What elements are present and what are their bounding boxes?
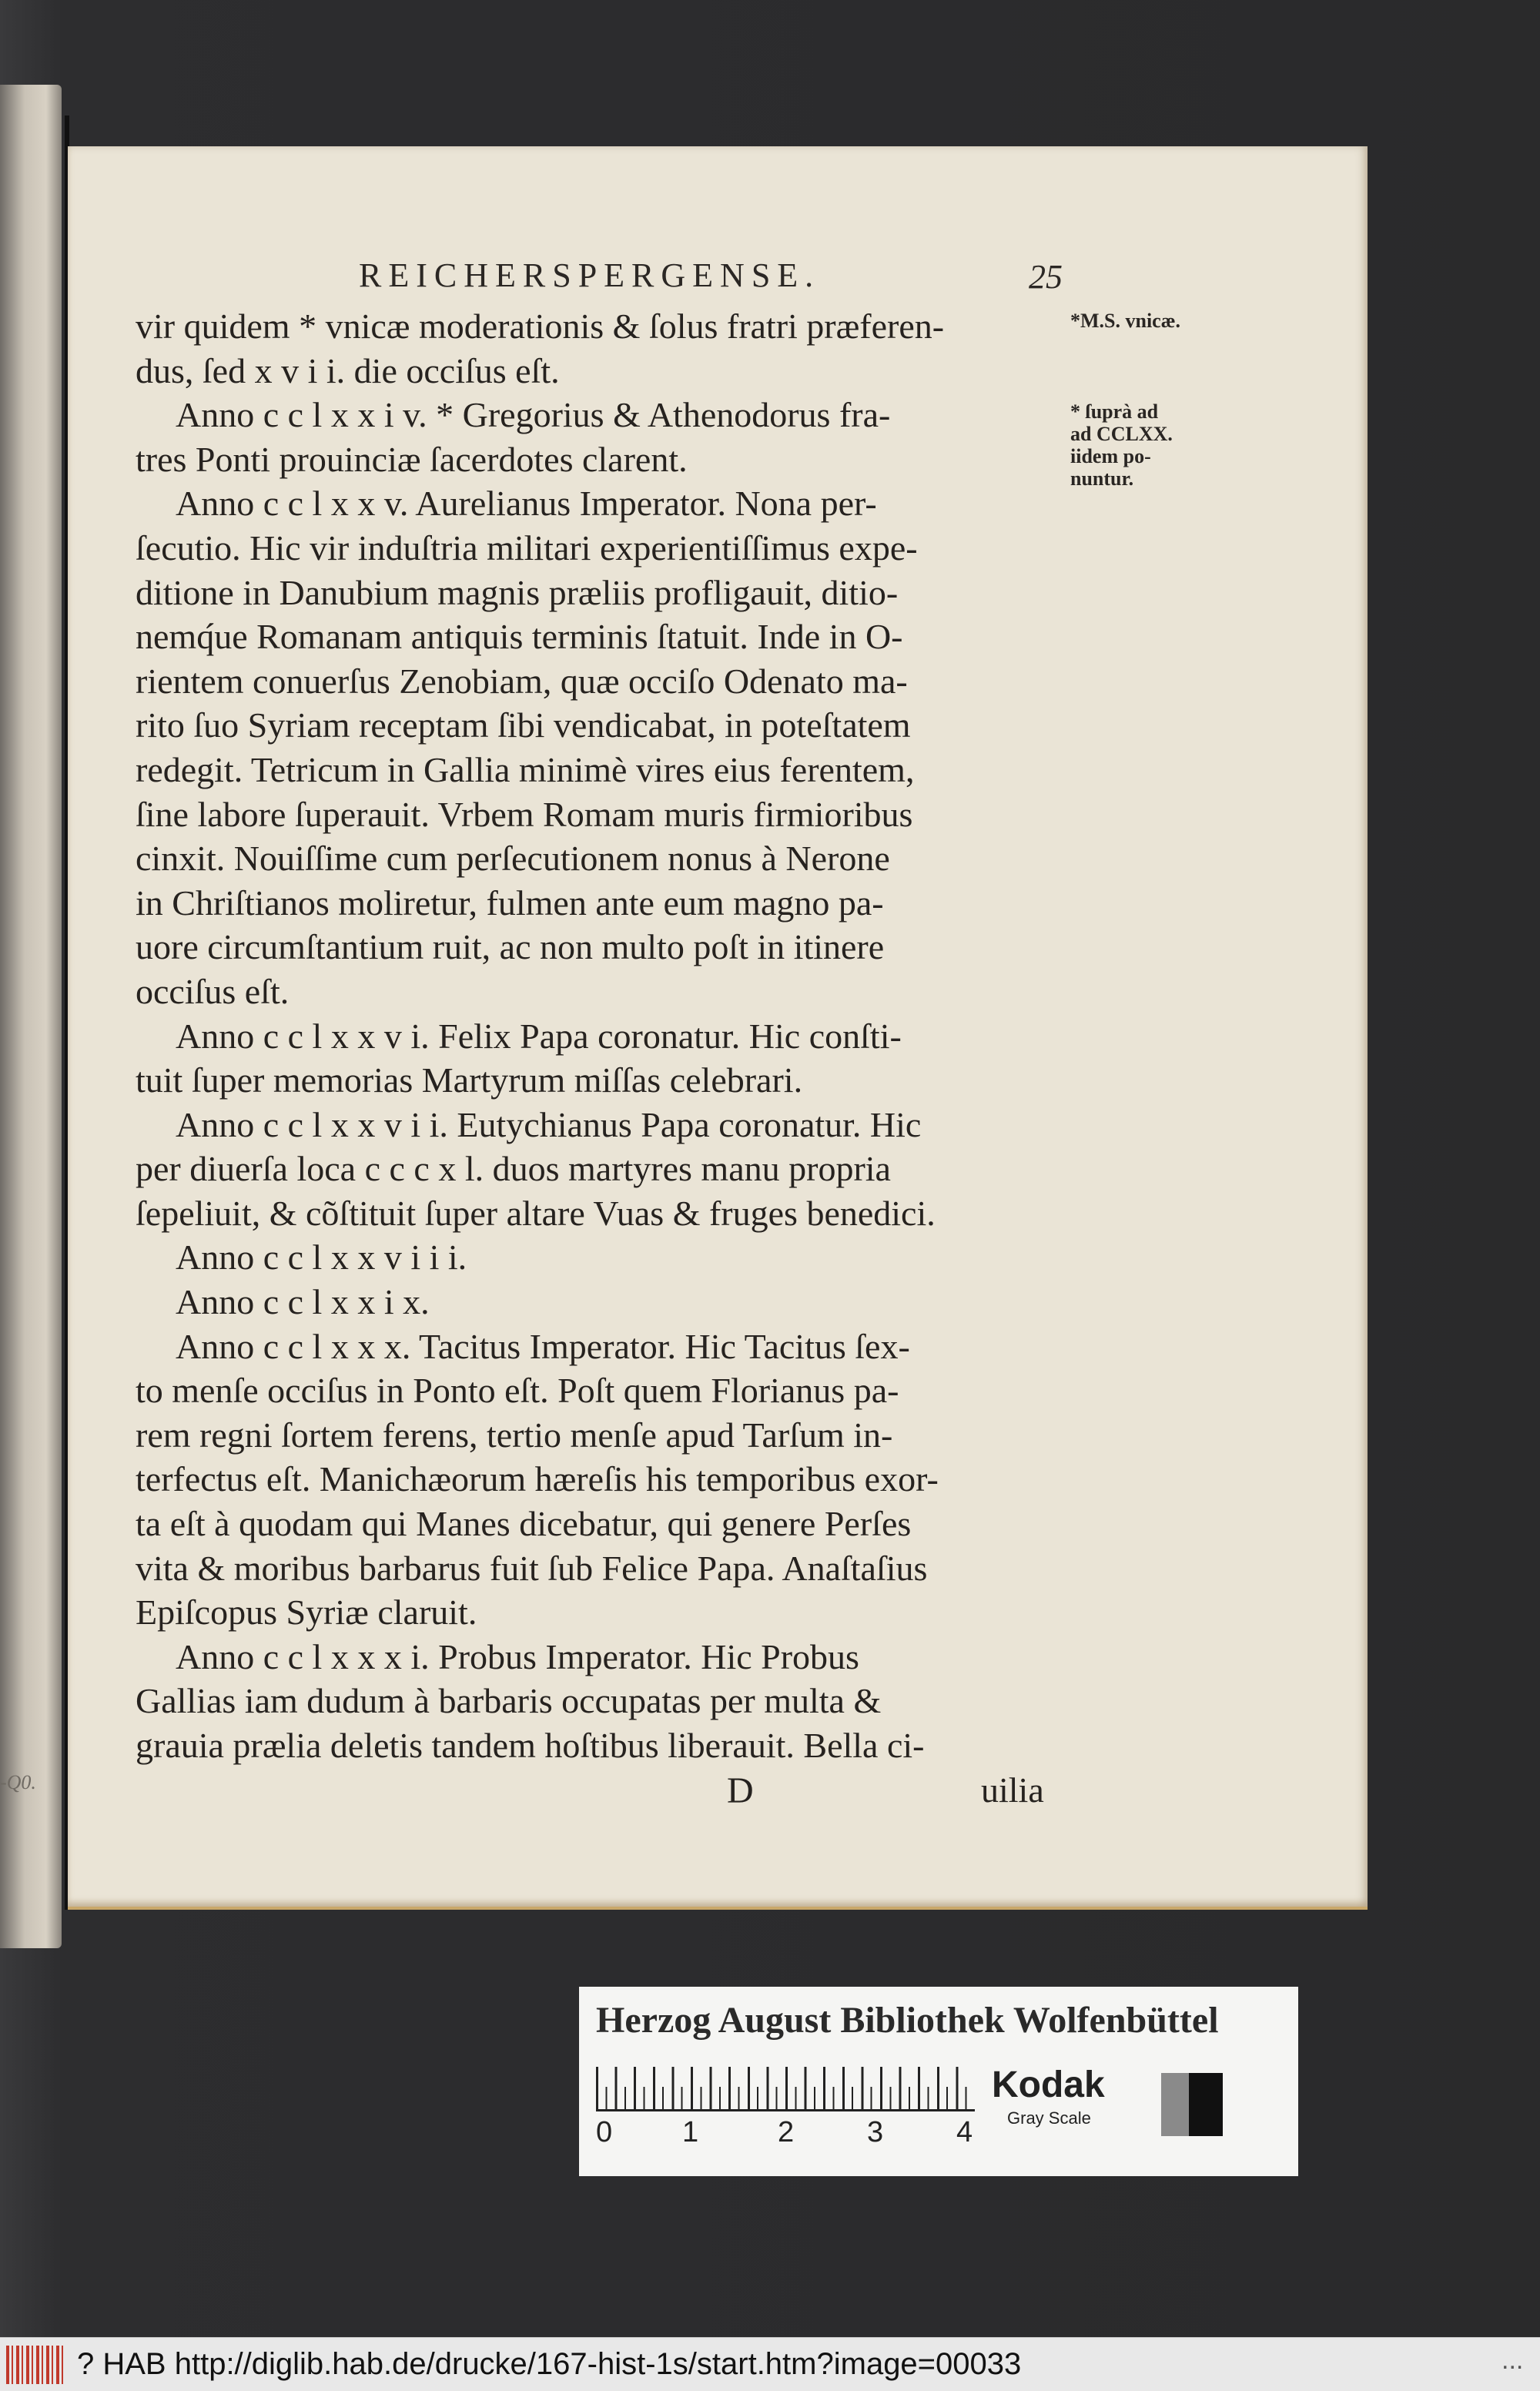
text-line: Anno c c l x x v i i. Eutychianus Papa coronatur. Hic (176, 1104, 922, 1144)
text-line: Epiſcopus Syriæ claruit. (136, 1592, 477, 1633)
margin-note: iidem po- (1070, 445, 1151, 467)
text-line: Gallias iam dudum à barbaris occupatas per multa & (136, 1681, 882, 1721)
text-line: ſine labore ſuperauit. Vrbem Romam muris firmioribus (136, 794, 913, 834)
text-line: nemq́ue Romanam antiquis terminis ſtatuit. Inde in O- (136, 617, 903, 657)
text-line: Anno c c l x x i v. * Gregorius & Athenodorus fra- (176, 395, 891, 435)
ruler-number: 4 (956, 2116, 973, 2148)
kodak-logo: Kodak (992, 2064, 1105, 2105)
text-line: vita & moribus barbarus fuit ſub Felice Papa. Anaſtaſius (136, 1548, 928, 1588)
text-line: Anno c c l x x v i. Felix Papa coronatur. Hic conſti- (176, 1016, 902, 1056)
signature-mark: D (727, 1770, 754, 1811)
text-line: grauia prælia deletis tandem hoſtibus liberauit. Bella ci- (136, 1726, 925, 1765)
text-line: per diuerſa loca c c c x l. duos martyres manu propria (136, 1149, 891, 1189)
left-page-edge (0, 85, 62, 1948)
margin-note: * ſuprà ad (1070, 400, 1159, 423)
text-line: to menſe occiſus in Ponto eſt. Poſt quem Florianus pa- (136, 1371, 899, 1411)
text-line: rientem conuerſus Zenobiam, quæ occiſo Odenato ma- (136, 661, 908, 701)
text-line: Anno c c l x x v i i i. (176, 1237, 467, 1278)
margin-note: nuntur. (1070, 467, 1134, 490)
page-content (68, 146, 1368, 1907)
ruler-number: 0 (596, 2116, 613, 2148)
text-line: tres Ponti prouinciæ ſacerdotes clarent. (136, 439, 688, 479)
text-line: Anno c c l x x x. Tacitus Imperator. Hic Tacitus ſex- (176, 1326, 910, 1366)
text-line: rito ſuo Syriam receptam ſibi vendicabat, in poteſtatem (136, 705, 911, 745)
ruler-number: 2 (778, 2116, 795, 2148)
margin-note: ad CCLXX. (1070, 423, 1173, 445)
ruler-number: 3 (867, 2116, 884, 2148)
text-line: cinxit. Nouiſſime cum perſecutionem nonus à Nerone (136, 839, 890, 879)
bleed-through-text: -Q0. (0, 1771, 36, 1793)
gray-scale-label: Gray Scale (1007, 2108, 1091, 2128)
color-calibration-card (579, 1987, 1298, 2176)
body-text (136, 304, 1137, 1768)
scale-ruler (596, 2067, 975, 2111)
ruler-numbers (596, 2116, 996, 2153)
text-line: ſepeliuit, & cõſtituit ſuper altare Vuas & fruges benedici. (136, 1193, 936, 1233)
text-line: redegit. Tetricum in Gallia minimè vires eius ferentem, (136, 749, 915, 789)
more-icon[interactable]: ... (1502, 2346, 1524, 2375)
catchword: uilia (981, 1770, 1044, 1810)
page-number: 25 (1029, 258, 1063, 296)
text-line: occiſus eſt. (136, 971, 290, 1011)
text-line: Anno c c l x x i x. (176, 1282, 430, 1322)
text-line: ditione in Danubium magnis præliis profligauit, ditio- (136, 572, 899, 612)
ruler-number: 1 (682, 2116, 699, 2148)
barcode-icon (6, 2346, 65, 2384)
library-name: Herzog August Bibliothek Wolfenbüttel (596, 2000, 1219, 2041)
text-line: uore circumſtantium ruit, ac non multo poſt in itinere (136, 927, 885, 967)
gray-scale-patch (1161, 2073, 1223, 2136)
text-line: Anno c c l x x x i. Probus Imperator. Hic Probus (176, 1636, 859, 1676)
text-line: tuit ſuper memorias Martyrum miſſas celebrari. (136, 1060, 803, 1100)
text-line: rem regni ſortem ferens, tertio menſe apud Tarſum in- (136, 1415, 893, 1455)
text-line: ſecutio. Hic vir induſtria militari experientiſſimus expe- (136, 527, 918, 568)
text-line: vir quidem * vnicæ moderationis & ſolus fratri præferen- (136, 306, 945, 346)
book-page (68, 146, 1368, 1910)
browser-status-bar (0, 2337, 1540, 2391)
text-line: dus, ſed x v i i. die occiſus eſt. (136, 350, 560, 390)
text-line: ta eſt à quodam qui Manes dicebatur, qui genere Perſes (136, 1504, 912, 1544)
text-line: Anno c c l x x v. Aurelianus Imperator. Nona per- (176, 484, 877, 524)
text-line: terfectus eſt. Manichæorum hæreſis his temporibus exor- (136, 1459, 939, 1499)
running-head: REICHERSPERGENSE. (359, 256, 821, 294)
text-line: in Chriſtianos moliretur, fulmen ante eum magno pa- (136, 882, 884, 923)
status-url[interactable]: ? HAB http://diglib.hab.de/drucke/167-hist-1s/start.htm?image=00033 (77, 2347, 1022, 2381)
margin-note: *M.S. vnicæ. (1070, 310, 1180, 332)
